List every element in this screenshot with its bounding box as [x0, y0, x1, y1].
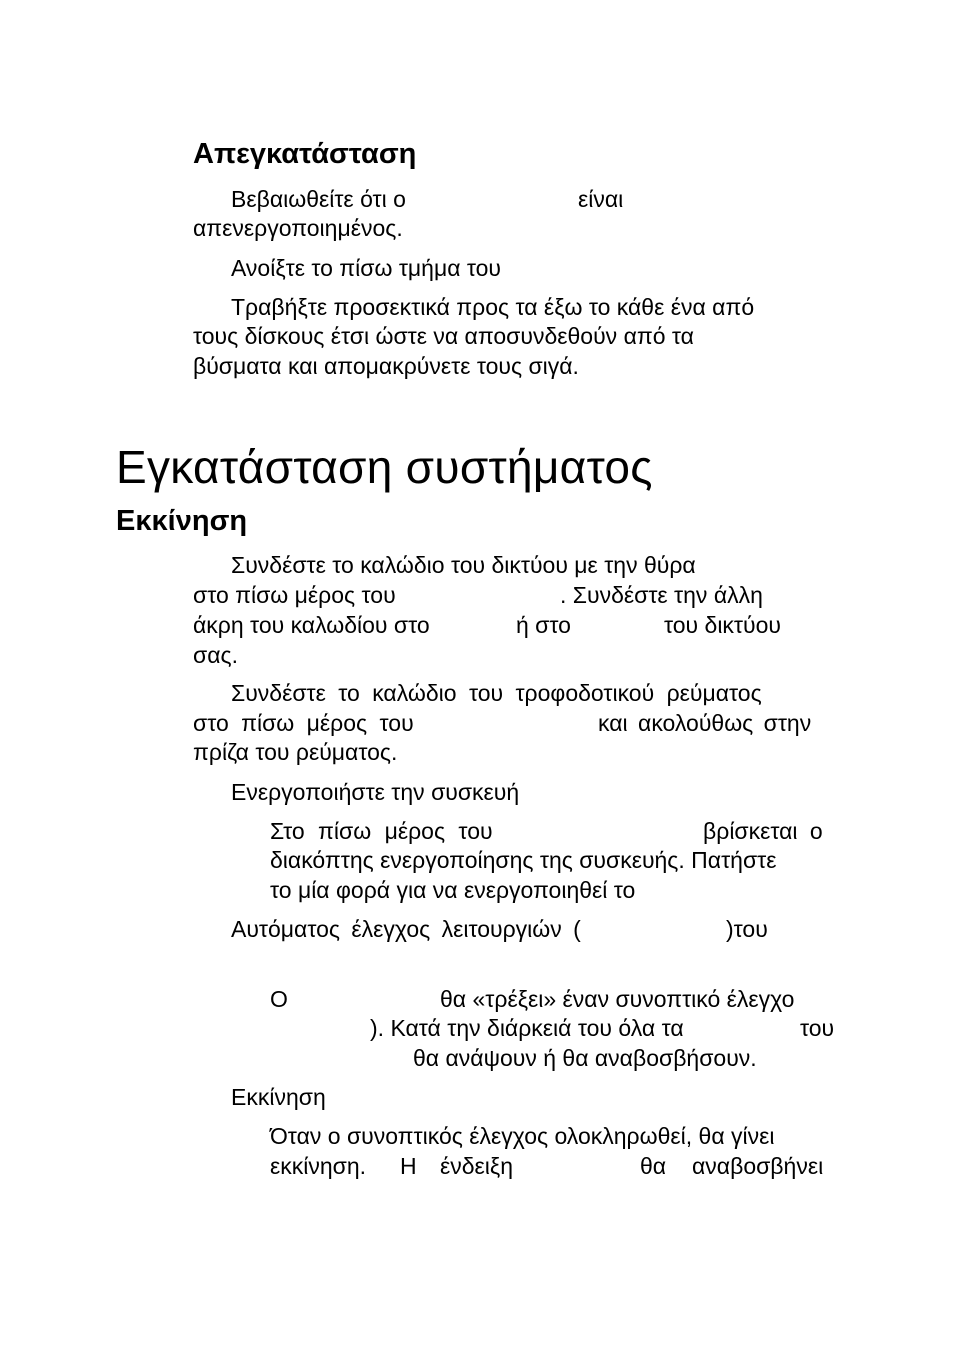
install-p3-sub-line3: το μία φορά για να ενεργοποιηθεί το: [270, 877, 636, 903]
install-p1-line3a: άκρη του καλωδίου στο: [193, 612, 430, 638]
uninstall-step3-line2: τους δίσκους έτσι ώστε να αποσυνδεθούν από τα: [193, 323, 694, 349]
uninstall-step2: Ανοίξτε το πίσω τμήμα του: [231, 255, 502, 281]
install-title: Εγκατάσταση συστήματος: [116, 441, 653, 493]
install-p5-sub-line2b: Η: [400, 1153, 417, 1179]
install-subheading: Εκκίνηση: [116, 505, 248, 537]
install-p3-sub-line1a: Στο πίσω μέρος του: [270, 818, 493, 844]
uninstall-step3-line1: Τραβήξτε προσεκτικά προς τα έξω το κάθε ένα από: [231, 294, 755, 320]
install-p4-sub-line2b: του: [800, 1015, 835, 1041]
install-p4-part1: Αυτόματος έλεγχος λειτουργιών (: [231, 916, 581, 942]
install-p4-sub-line3: θα ανάψουν ή θα αναβοσβήσουν.: [413, 1045, 757, 1071]
install-p2-line3: πρίζα του ρεύματος.: [193, 739, 398, 765]
install-p4-sub-line1b: θα «τρέξει» έναν συνοπτικό έλεγχο: [440, 986, 795, 1012]
uninstall-heading: Απεγκατάσταση: [193, 138, 417, 170]
uninstall-step1-part2: είναι: [578, 186, 624, 212]
install-p4-sub-line1a: Ο: [270, 986, 288, 1012]
install-p3-sub-line1b: βρίσκεται ο: [703, 818, 823, 844]
install-p1-line1: Συνδέστε το καλώδιο του δικτύου με την θύρα: [231, 552, 696, 578]
install-p1-line4: σας.: [193, 642, 238, 668]
install-p2-line2a: στο πίσω μέρος του: [193, 710, 414, 736]
uninstall-step1-part1: Βεβαιωθείτε ότι ο: [231, 186, 406, 212]
install-p1-line3b: ή στο: [516, 612, 571, 638]
install-p5-sub-line2d: θα: [640, 1153, 667, 1179]
uninstall-step3-line3: βύσματα και απομακρύνετε τους σιγά.: [193, 353, 579, 379]
install-p5-sub-line2e: αναβοσβήνει: [692, 1153, 824, 1179]
install-p1-line3c: του δικτύου: [664, 612, 781, 638]
install-p5-sub-line2c: ένδειξη: [440, 1153, 514, 1179]
install-p5-sub-line2a: εκκίνηση.: [270, 1153, 367, 1179]
install-p1-line2a: στο πίσω μέρος του: [193, 582, 396, 608]
install-p2-line1: [231, 678, 838, 708]
install-p5: Εκκίνηση: [231, 1084, 326, 1110]
install-p1-line2b: . Συνδέστε την άλλη: [560, 582, 763, 608]
install-p4-sub-line2a: ). Κατά την διάρκειά του όλα τα: [370, 1015, 684, 1041]
uninstall-step1-line2: απενεργοποιημένος.: [193, 215, 403, 241]
install-p3-sub-line2: διακόπτης ενεργοποίησης της συσκευής. Πατήστε: [270, 847, 777, 873]
install-p4-part2: )του: [726, 916, 768, 942]
install-p3: Ενεργοποιήστε την συσκευή: [231, 779, 520, 805]
install-p2-line2b: και ακολούθως στην: [598, 710, 812, 736]
install-p5-sub-line1: Όταν ο συνοπτικός έλεγχος ολοκληρωθεί, θα γίνει: [270, 1123, 775, 1149]
install-p2-line1-text: Συνδέστε το καλώδιο του τροφοδοτικού ρεύματος: [231, 680, 762, 706]
